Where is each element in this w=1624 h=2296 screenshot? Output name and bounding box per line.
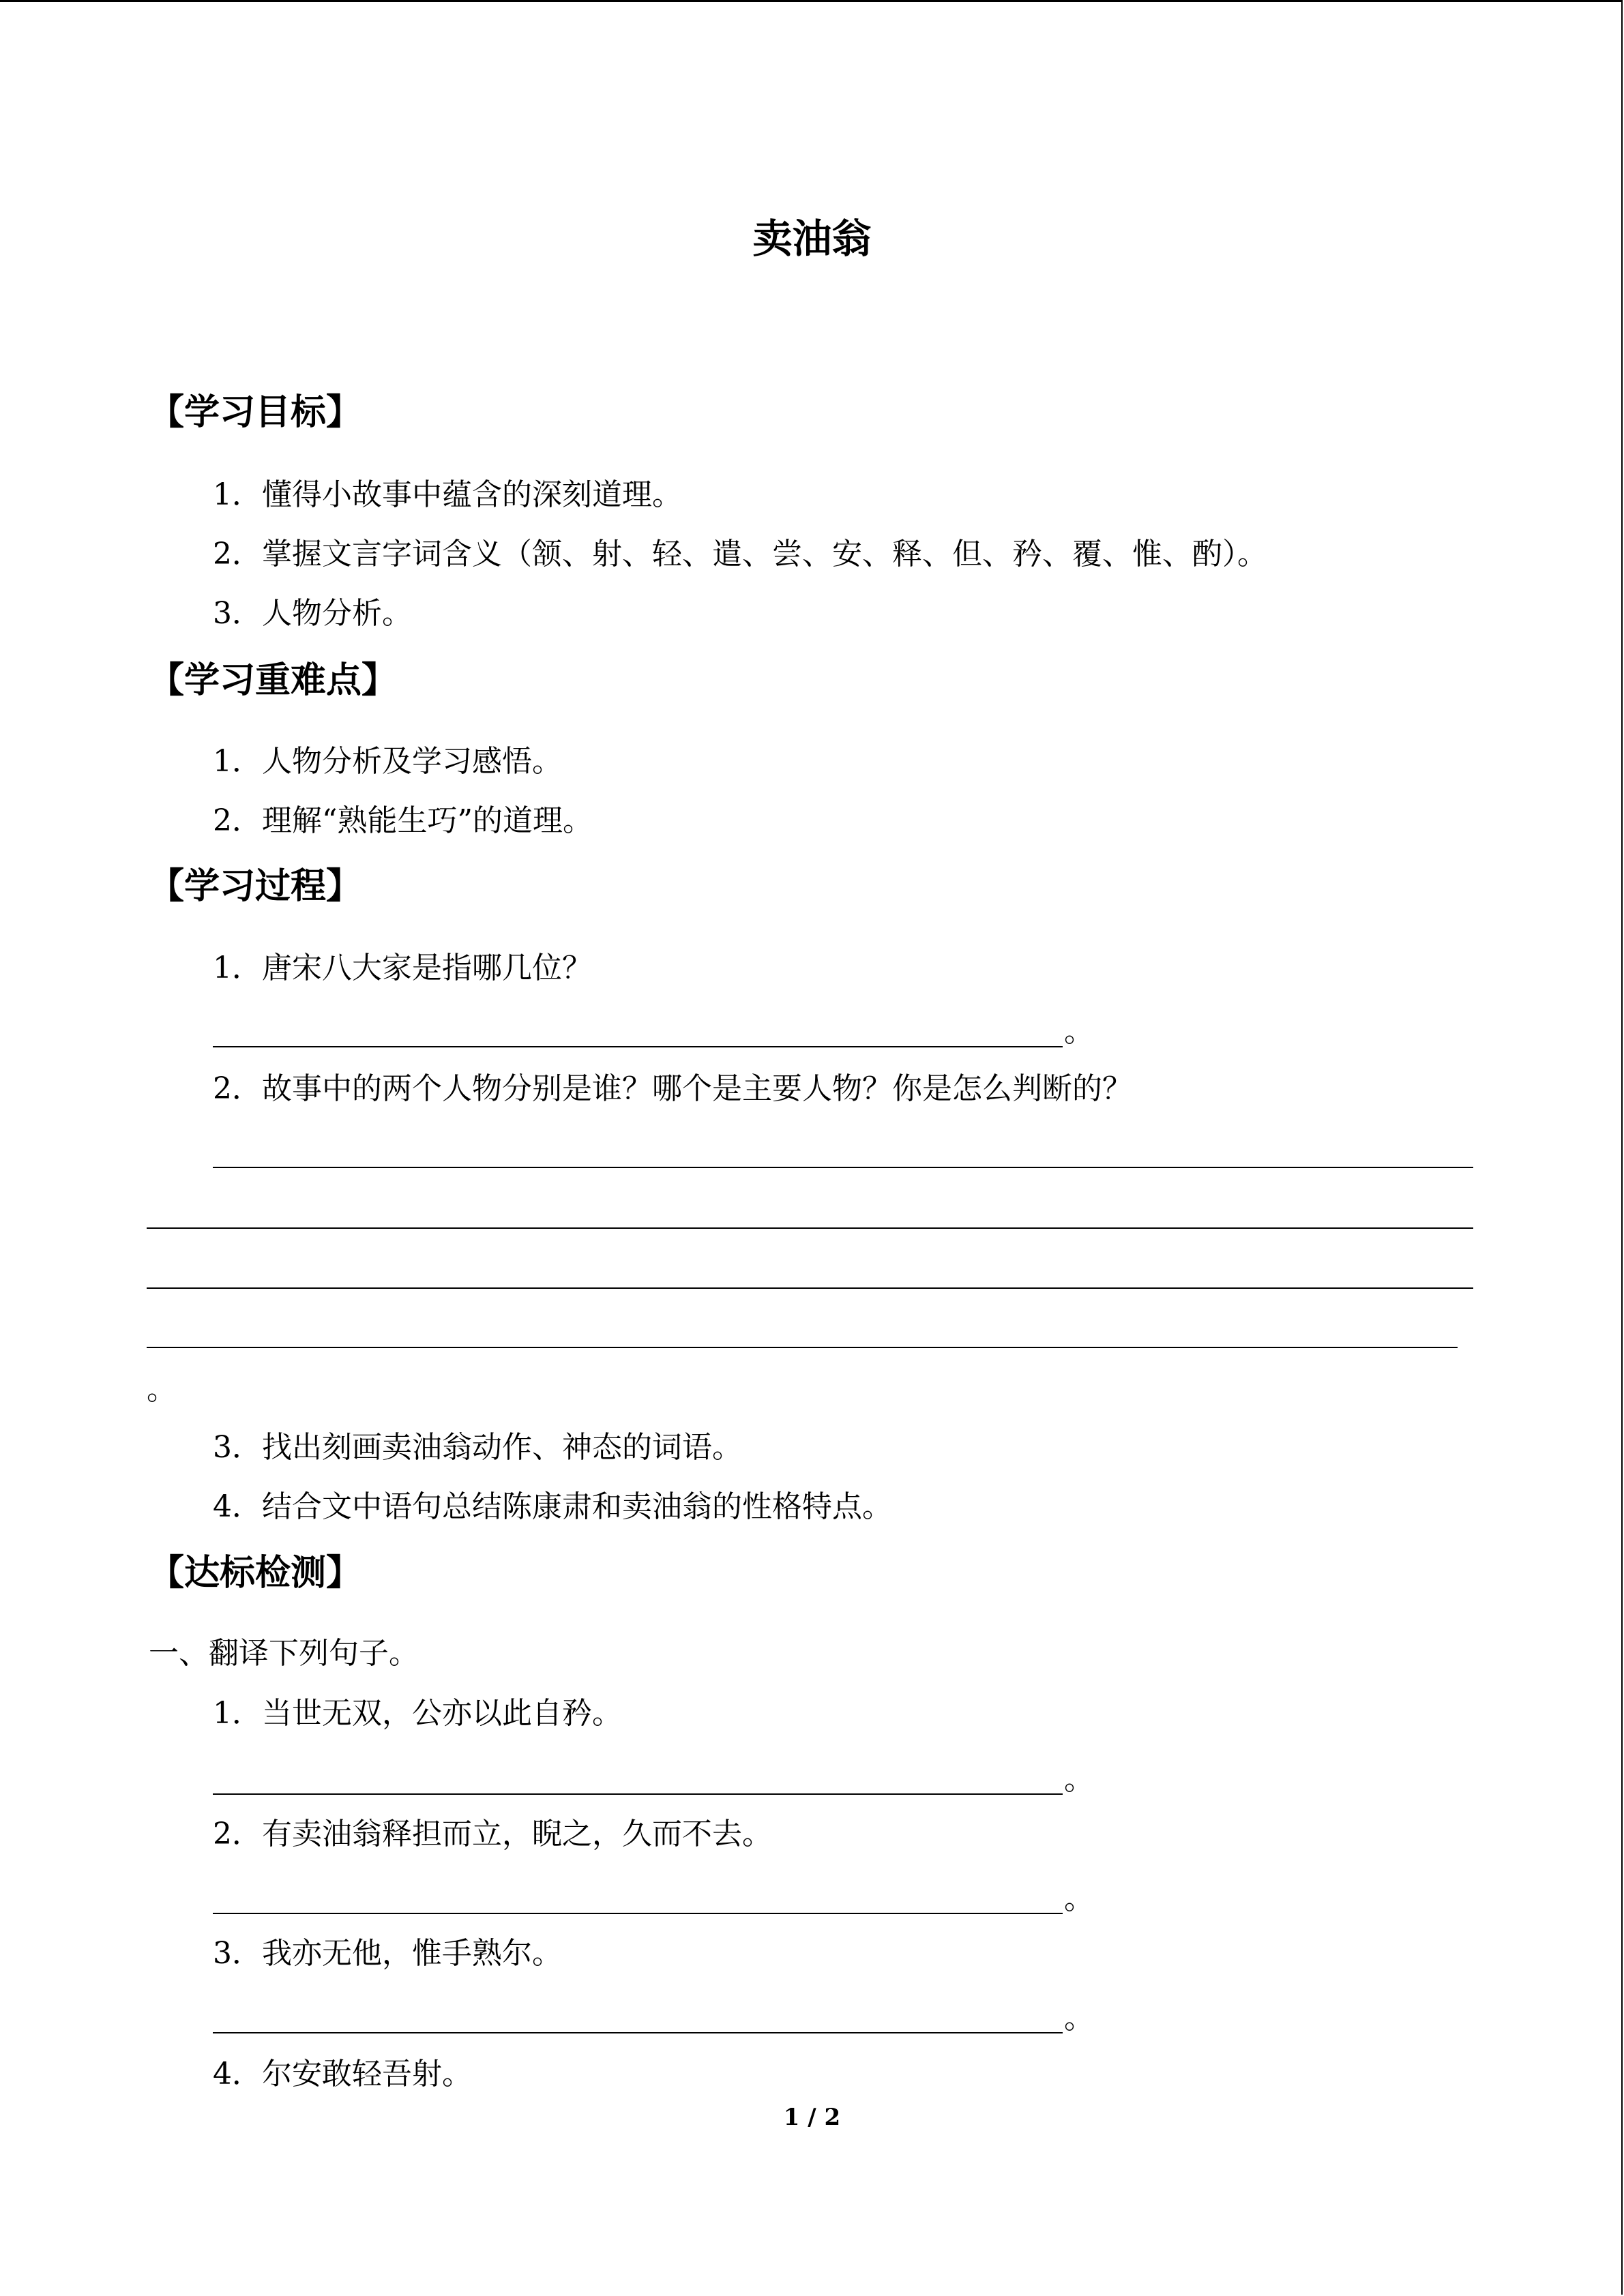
answer-line[interactable] [147, 1347, 1458, 1348]
item-text: 懂得小故事中蕴含的深刻道理。 [262, 477, 682, 512]
item-text: 找出刻画卖油翁动作、神态的词语。 [262, 1430, 742, 1465]
answer-period: 。 [1064, 1762, 1094, 1797]
answer-line[interactable] [213, 1167, 1473, 1168]
item-number: 1． [213, 1696, 262, 1731]
answer-line[interactable] [147, 1287, 1473, 1289]
item-text: 理解“熟能生巧”的道理。 [262, 803, 593, 838]
item-text: 我亦无他，惟手熟尔。 [262, 1936, 562, 1971]
item-number: 1． [213, 951, 262, 985]
process-item-2 [213, 1069, 1132, 1109]
page-number: 1 / 2 [783, 2104, 841, 2131]
item-text: 掌握文言字词含义（颔、射、轻、遣、尝、安、释、但、矜、覆、惟、酌）。 [262, 537, 1267, 571]
process-item-3 [213, 1427, 742, 1468]
test-item-1 [213, 1693, 622, 1734]
answer-line[interactable] [147, 1227, 1473, 1229]
item-number: 4． [213, 2057, 262, 2091]
test-item-4 [213, 2054, 472, 2095]
item-number: 3． [213, 1430, 262, 1465]
item-text: 尔安敢轻吾射。 [262, 2057, 472, 2091]
process-item-4 [213, 1487, 892, 1527]
heading-test: 【达标检测】 [149, 1553, 362, 1594]
key-point-item-1 [213, 741, 562, 782]
objective-item-2 [213, 534, 1267, 575]
item-number: 3． [213, 596, 262, 631]
item-number: 2． [213, 1071, 262, 1106]
answer-period: 。 [1064, 1881, 1094, 1916]
heading-process: 【学习过程】 [149, 866, 362, 907]
answer-period: 。 [1064, 2001, 1094, 2036]
item-number: 2． [213, 1817, 262, 1851]
test-item-3 [213, 1933, 562, 1974]
process-item-1 [213, 948, 592, 989]
item-number: 3． [213, 1936, 262, 1971]
heading-objectives: 【学习目标】 [149, 392, 362, 433]
heading-key-points: 【学习重难点】 [149, 660, 398, 701]
item-number: 1． [213, 744, 262, 779]
answer-line[interactable] [213, 1046, 1063, 1047]
item-text: 人物分析及学习感悟。 [262, 744, 562, 779]
item-text: 唐宋八大家是指哪几位？ [262, 951, 592, 985]
test-item-2 [213, 1814, 772, 1855]
item-number: 2． [213, 537, 262, 571]
item-number: 4． [213, 1489, 262, 1524]
answer-period: 。 [1064, 1014, 1094, 1049]
answer-period: 。 [147, 1372, 177, 1407]
objective-item-3 [213, 593, 412, 634]
answer-line[interactable] [213, 1793, 1063, 1795]
item-text: 人物分析。 [262, 596, 412, 631]
answer-line[interactable] [213, 2032, 1063, 2033]
page-title: 卖油翁 [752, 215, 872, 262]
test-subheading: 一、翻译下列句子。 [149, 1636, 419, 1671]
answer-line[interactable] [213, 1913, 1063, 1914]
item-number: 2． [213, 803, 262, 838]
item-number: 1． [213, 477, 262, 512]
item-text: 当世无双，公亦以此自矜。 [262, 1696, 622, 1731]
objective-item-1 [213, 475, 682, 516]
item-text: 有卖油翁释担而立，睨之，久而不去。 [262, 1817, 772, 1851]
key-point-item-2 [213, 801, 593, 841]
item-text: 故事中的两个人物分别是谁？哪个是主要人物？你是怎么判断的？ [262, 1071, 1132, 1106]
item-text: 结合文中语句总结陈康肃和卖油翁的性格特点。 [262, 1489, 892, 1524]
